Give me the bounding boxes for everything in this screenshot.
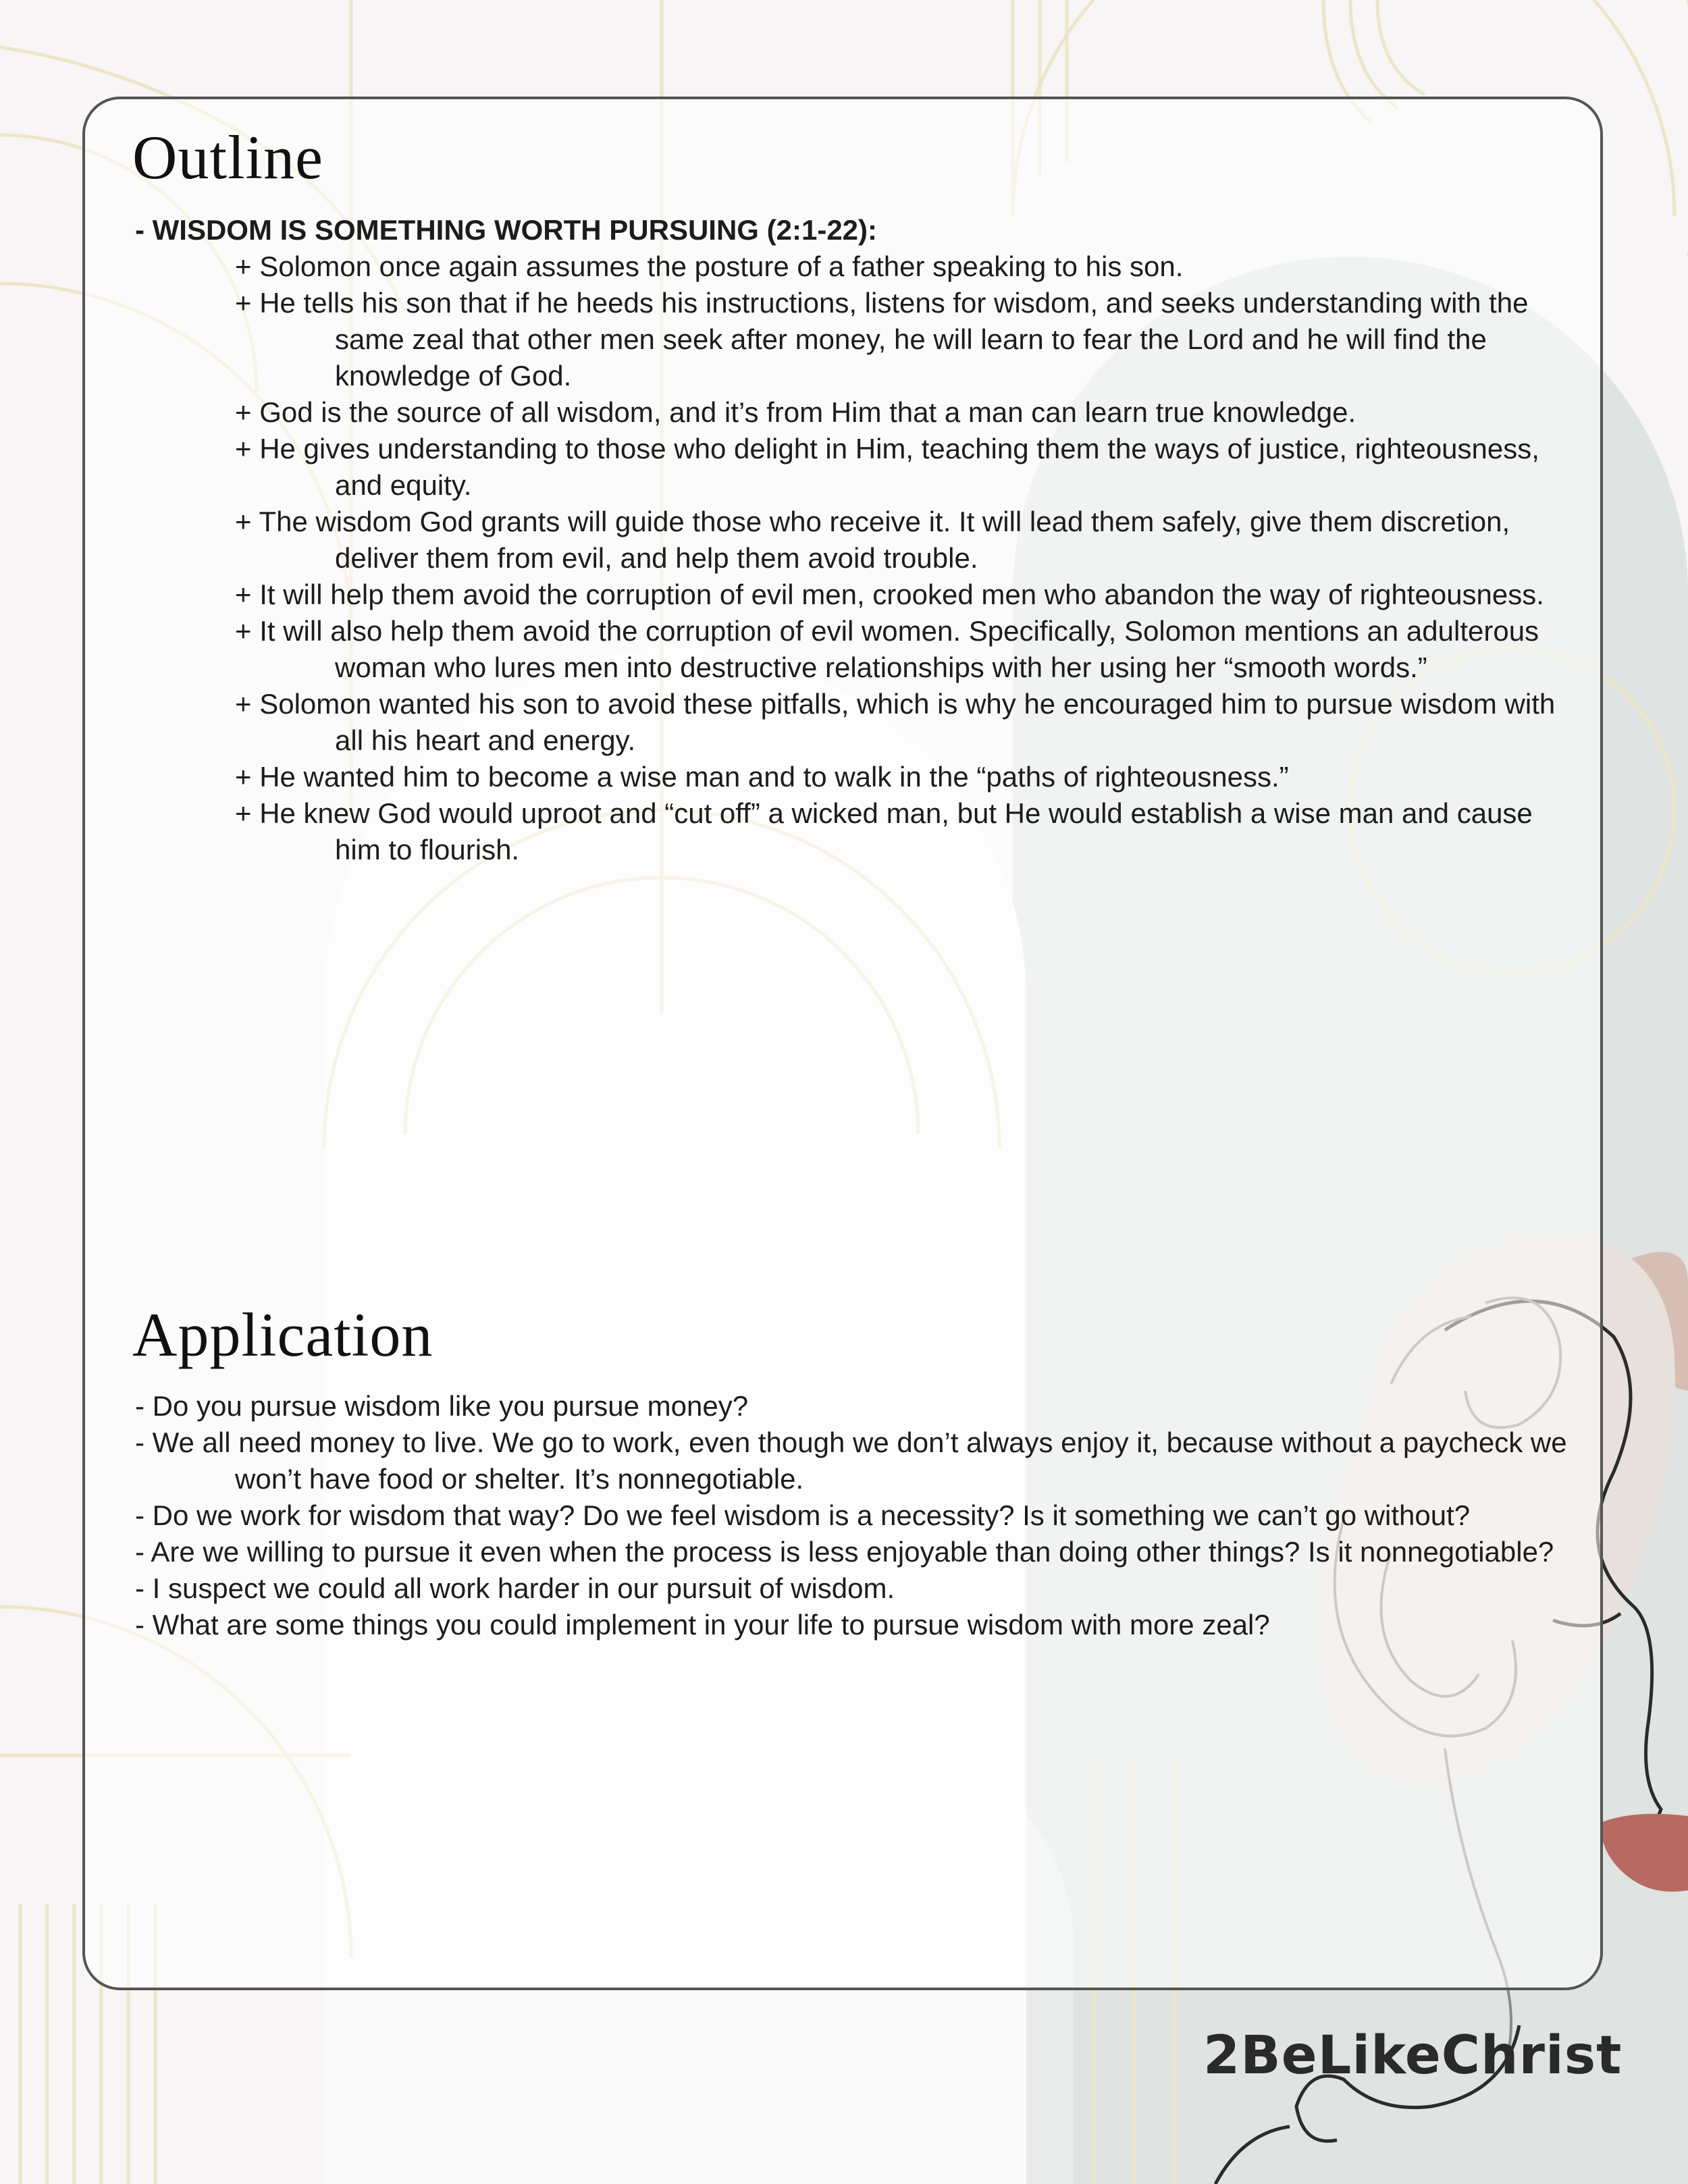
brand-wordmark: 2BeLikeChrist: [1203, 2025, 1623, 2086]
application-list: [135, 1388, 1573, 1643]
outline-point: + Solomon once again assumes the posture of a father speaking to his son.: [235, 250, 1184, 282]
outline-point: + He tells his son that if he heeds his instructions, listens for wisdom, and seeks understanding with the same zeal that other men seek after money, he will learn to fear the Lord and he will find the knowledge of God.: [235, 287, 1529, 392]
application-item: - I suspect we could all work harder in our pursuit of wisdom.: [135, 1572, 895, 1604]
application-item: - Are we willing to pursue it even when the process is less enjoyable than doing other things? Is it nonnegotiable?: [135, 1536, 1554, 1568]
application-item: - Do we work for wisdom that way? Do we feel wisdom is a necessity? Is it something we can’t go without?: [135, 1499, 1471, 1531]
application-item: - What are some things you could implement in your life to pursue wisdom with more zeal?: [135, 1609, 1270, 1641]
outline-point: + God is the source of all wisdom, and it’s from Him that a man can learn true knowledge.: [235, 396, 1356, 428]
application-title: Application: [132, 1300, 433, 1369]
application-item: - We all need money to live. We go to work, even though we don’t always enjoy it, because without a paycheck we won’t have food or shelter. It’s nonnegotiable.: [135, 1427, 1567, 1495]
outline-section-heading: - WISDOM IS SOMETHING WORTH PURSUING (2:1-22):: [135, 214, 878, 246]
outline-point: + He wanted him to become a wise man and to walk in the “paths of righteousness.”: [235, 761, 1289, 793]
outline-point: + He gives understanding to those who delight in Him, teaching them the ways of justice, righteousness, and equity.: [235, 433, 1539, 501]
outline-point: + It will help them avoid the corruption of evil men, crooked men who abandon the way of righteousness.: [235, 579, 1544, 610]
application-item: - Do you pursue wisdom like you pursue money?: [135, 1390, 749, 1422]
outline-point: + Solomon wanted his son to avoid these pitfalls, which is why he encouraged him to pursue wisdom with all his heart and energy.: [235, 688, 1556, 756]
outline-point: + The wisdom God grants will guide those who receive it. It will lead them safely, give them discretion, deliver them from evil, and help them avoid trouble.: [235, 506, 1510, 574]
outline-title: Outline: [132, 123, 323, 192]
outline-point: + He knew God would uproot and “cut off” a wicked man, but He would establish a wise man and cause him to flourish.: [235, 797, 1533, 865]
outline-point: + It will also help them avoid the corruption of evil women. Specifically, Solomon mentions an adulterous woman who lures men into destructive relationships with her using her “smooth words.”: [235, 615, 1539, 683]
outline-list: [135, 212, 1573, 868]
